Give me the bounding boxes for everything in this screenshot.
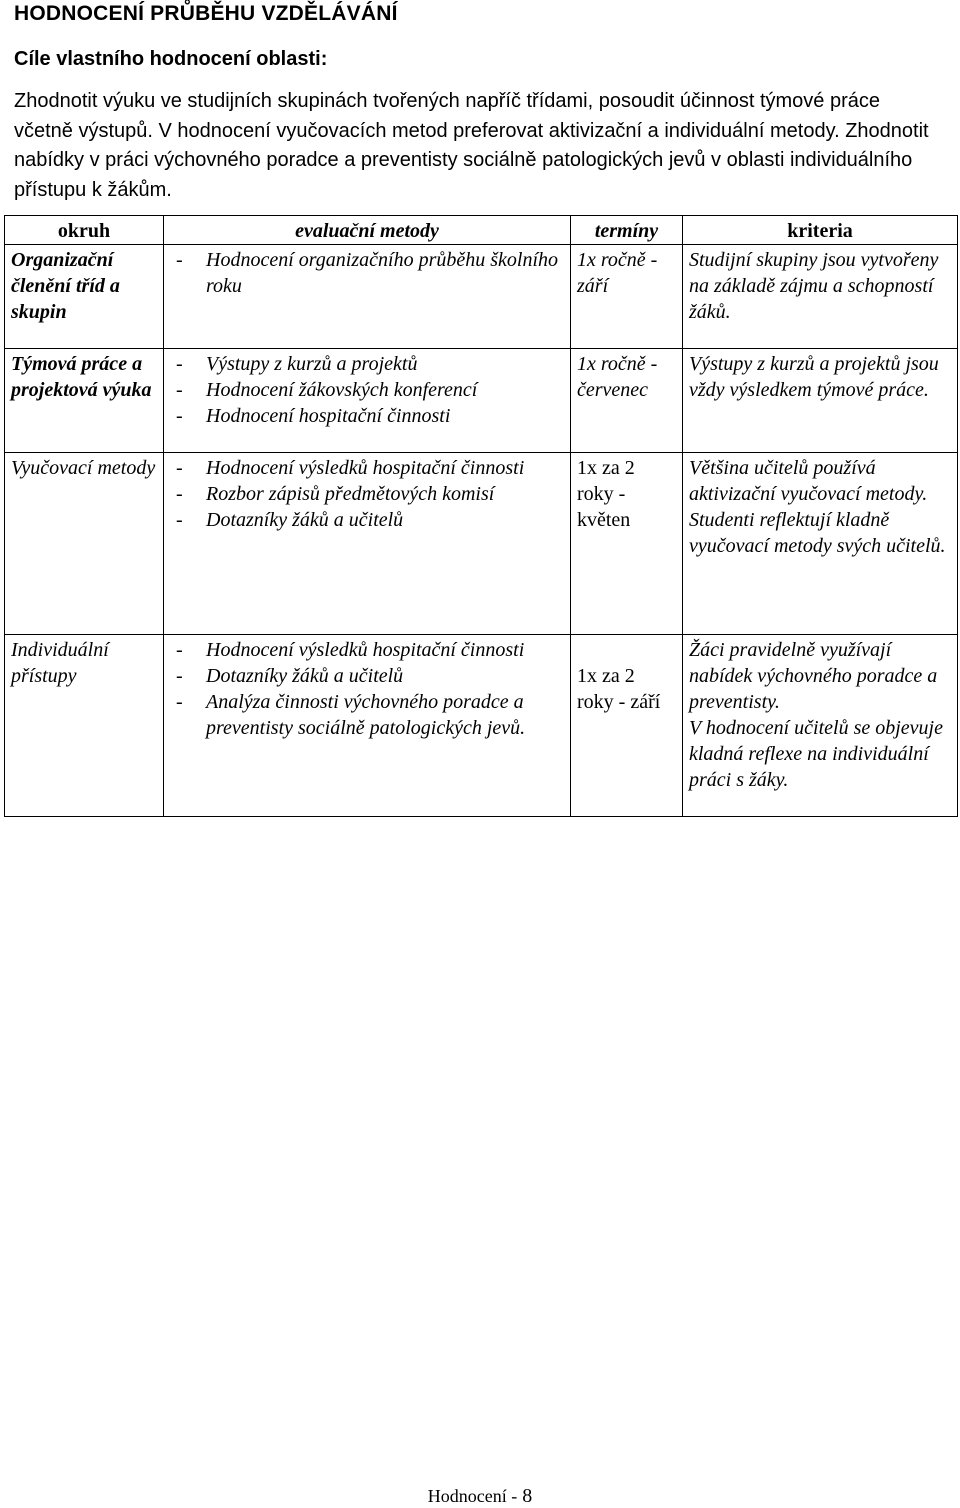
page-footer <box>0 1485 960 1508</box>
terms-cell <box>571 635 683 817</box>
table-header-row <box>5 216 958 245</box>
header-area: okruh <box>5 216 164 245</box>
header-criteria: kriteria <box>683 216 958 245</box>
table-row <box>5 453 958 635</box>
criteria-text: Většina učitelů používá aktivizační vyučovací metody. <box>689 457 928 505</box>
criteria-text: Studijní skupiny jsou vytvořeny na základě zájmu a schopností žáků. <box>689 249 939 323</box>
criteria-text: V hodnocení učitelů se objevuje kladná reflexe na individuální práci s žáky. <box>689 717 943 791</box>
methods-cell <box>164 635 571 817</box>
page-number: 8 <box>522 1485 533 1507</box>
table-row <box>5 349 958 453</box>
section-heading: Cíle vlastního hodnocení oblasti: <box>14 48 328 70</box>
method-item: - Hodnocení žákovských konferencí <box>170 377 564 403</box>
criteria-cell <box>683 635 958 817</box>
criteria-text: Studenti reflektují kladně vyučovací metody svých učitelů. <box>689 509 946 557</box>
table-row <box>5 245 958 349</box>
terms-cell: 1x ročně - září <box>571 245 683 349</box>
method-item: - Hodnocení výsledků hospitační činnosti <box>170 455 564 481</box>
terms-cell: 1x ročně - červenec <box>571 349 683 453</box>
document-title: HODNOCENÍ PRŮBĚHU VZDĚLÁVÁNÍ <box>14 2 398 25</box>
evaluation-table <box>4 215 958 817</box>
area-cell: Týmová práce a projektová výuka <box>5 349 164 453</box>
method-item: - Rozbor zápisů předmětových komisí <box>170 481 564 507</box>
method-item: - Hodnocení hospitační činnosti <box>170 403 564 429</box>
terms-cell: 1x za 2 roky - květen <box>571 453 683 635</box>
methods-cell <box>164 349 571 453</box>
methods-cell <box>164 245 571 349</box>
methods-list <box>170 637 564 741</box>
table-row <box>5 635 958 817</box>
methods-list <box>170 247 564 299</box>
header-methods: evaluační metody <box>164 216 571 245</box>
area-cell: Individuální přístupy <box>5 635 164 817</box>
method-item: - Dotazníky žáků a učitelů <box>170 663 564 689</box>
criteria-cell <box>683 349 958 453</box>
methods-cell <box>164 453 571 635</box>
method-item: - Hodnocení organizačního průběhu školního roku <box>170 247 564 299</box>
methods-list <box>170 455 564 533</box>
method-item: - Analýza činnosti výchovného poradce a preventisty sociálně patologických jevů. <box>170 689 564 741</box>
criteria-cell <box>683 245 958 349</box>
method-item: - Hodnocení výsledků hospitační činnosti <box>170 637 564 663</box>
header-terms: termíny <box>571 216 683 245</box>
methods-list <box>170 351 564 429</box>
method-item: - Výstupy z kurzů a projektů <box>170 351 564 377</box>
footer-label: Hodnocení - <box>427 1486 518 1506</box>
area-cell: Organizační členění tříd a skupin <box>5 245 164 349</box>
method-item: - Dotazníky žáků a učitelů <box>170 507 564 533</box>
criteria-cell <box>683 453 958 635</box>
criteria-text: Výstupy z kurzů a projektů jsou vždy výsledkem týmové práce. <box>689 353 939 401</box>
intro-paragraph: Zhodnotit výuku ve studijních skupinách tvořených napříč třídami, posoudit účinnost týmové práce včetně výstupů. V hodnocení vyučovacích metod preferovat aktivizační a individuální metody. Zhodnotit nabídky v práci výchovného poradce a preventisty sociálně patologických jevů v oblasti individuálního přístupu k žákům. <box>14 90 929 201</box>
terms-text: 1x za 2 roky - září <box>577 665 661 713</box>
area-cell: Vyučovací metody <box>5 453 164 635</box>
criteria-text: Žáci pravidelně využívají nabídek výchovného poradce a preventisty. <box>689 639 938 713</box>
